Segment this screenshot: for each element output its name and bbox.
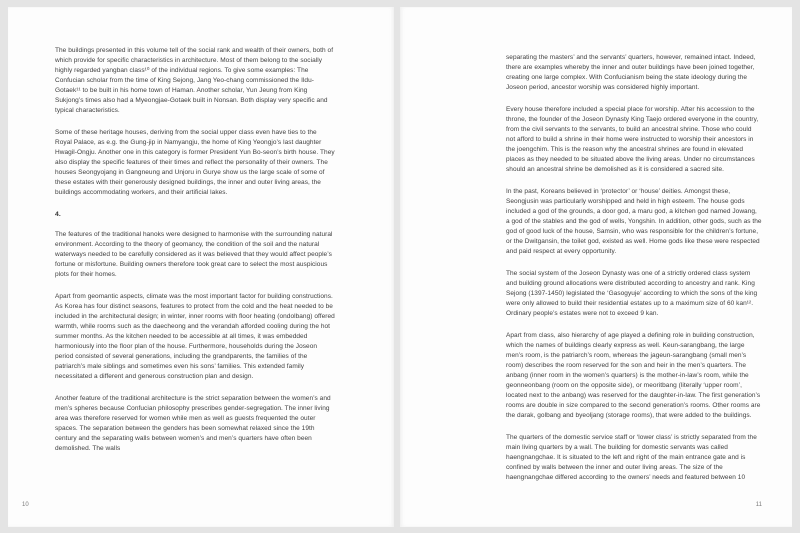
paragraph: The social system of the Joseon Dynasty was one of a strictly ordered class system and building ground allocations were distributed according to ancestry and rank. King Sejong (1397-1450) legislated the ‘Gasogyuje’ according to which the sons of the king were only allowed to build their residential estates up to a maximum size of 60 kan¹². Ordinary people’s estates were not to exceed 9 kan. (506, 270, 758, 317)
left-page (8, 7, 394, 527)
section-heading: 4. (55, 211, 61, 218)
right-page (400, 7, 792, 527)
paragraph: Some of these heritage houses, deriving from the social upper class even have ties to the Royal Palace, as e.g. the Gung-jip in Namyangju, the home of King Yeongjo’s last daughter Hwagil-Ongju. Another one in this category is former President Yun Bo-seon’s birth house. They also display the specific features of their times and reflect the personality of their owners. The houses Seongyojang in Gangneung and Unjoru in Gurye show us the large scale of some of these estates with their generously designed buildings, the inner and outer living areas, the buildings accommodating workers, and their artificial lakes. (55, 129, 335, 196)
paragraph: Apart from class, also hierarchy of age played a defining role in building construction, which the names of buildings clearly express as well. Keun-sarangbang, the large men’s room, is the patriarch’s room, whereas the jageun-sarangbang (small men’s room) describes the room reserved for the son and heir in the men’s quarters. The anbang (inner room in the women’s quarters) is the mother-in-law’s room, while the geonneonbang (room on the opposite side), or meoritbang (literally ‘upper room’, located next to the anbang) was reserved for the daughter-in-law. The first generation’s rooms are double in size compared to the second generation’s rooms. Other rooms are the darak, golbang and byeoljang (storage rooms), that were added to the buildings. (506, 332, 761, 419)
left-page-text-column (55, 46, 335, 466)
right-page-text-column (506, 53, 762, 495)
paragraph: Every house therefore included a special place for worship. After his accession to the throne, the founder of the Joseon Dynasty King Taejo ordered everyone in the country, from the civil servants to the servants, to build an ancestral shrine. Those who could not afford to build a shrine in their home were instructed to worship their ancestors in the joengchim. This is the reason why the ancestral shrines are found in elevated places as they needed to be situated above the living areas. Under no circumstances should an ancestral shrine be demolished as it is considered a sacred site. (506, 106, 759, 173)
paragraph: Another feature of the traditional architecture is the strict separation between the women’s and men’s spheres because Confucian philosophy prescribes gender-segregation. The inner living area was therefore reserved for women while men as well as guests frequented the outer spaces. The separation between the genders has been somewhat relaxed since the 19th century and the separating walls between women’s and men’s quarters have often been demolished. The walls (55, 395, 331, 452)
paragraph: The features of the traditional hanoks were designed to harmonise with the surrounding natural environment. According to the theory of geomancy, the condition of the soil and the natural waterways needed to be carefully considered as it was believed that they would affect people’s fortune or misfortune. Building owners therefore took great care to select the most auspicious plots for their homes. (55, 231, 333, 278)
paragraph: The quarters of the domestic service staff or ‘lower class’ is strictly separated from the main living quarters by a wall. The building for domestic servants was called haengnangchae. It is situated to the left and right of the main entrance gate and is confined by walls between the inner and outer living areas. The size of the haengnangchae differed according to the owners’ needs and featured between 10 (506, 434, 757, 481)
paragraph: In the past, Koreans believed in ‘protector’ or ‘house’ deities. Amongst these, Seongjusin was particularly worshipped and held in high esteem. The house gods included a god of the grounds, a door god, a maru god, a kitchen god named Jowang, a god of the stables and the god of wells, Yongshin. In addition, other gods, such as the god of good luck of the house, Samsin, who was responsible for the children’s fortune, or the Dwitgansin, the toilet god, existed as well. Home gods like these were respected and paid respect at every opportunity. (506, 188, 762, 255)
paragraph: Apart from geomantic aspects, climate was the most important factor for building constructions. As Korea has four distinct seasons, features to protect from the cold and the heat needed to be included in the architectural design; in winter, inner rooms with floor heating (ondolbang) offered warmth, while rooms such as the daecheong and the verandah afforded cooling during the hot summer months. As the kitchen needed to be accessible at all times, it was embedded harmoniously into the floor plan of the house. Furthermore, households during the Joseon period consisted of several generations, including the grandparents, the families of the patriarch’s male siblings and sometimes even his sons’ families. This extended family necessitated a different and generous construction plan and design. (55, 293, 335, 380)
paragraph: separating the masters’ and the servants’ quarters, however, remained intact. Indeed, there are examples whereby the inner and outer buildings have been joined together, creating one large complex. With Confucianism being the state ideology during the Joseon period, ancestor worship was considered highly important. (506, 54, 756, 91)
page-number-right: 11 (755, 502, 762, 508)
page-number-left: 10 (22, 502, 29, 508)
paragraph: The buildings presented in this volume tell of the social rank and wealth of their owners, both of which provide for specific characteristics in architecture. Most of them belong to the socially highly regarded yangban class¹⁰ of the individual regions. To give some examples: The Confucian scholar from the time of King Sejong, Jang Yeo-chang commissioned the Ildu-Gotaek¹¹ to be built in his home town of Haman. Another scholar, Yun Jeung from King Sukjong’s times also had a Myeongjae-Gotaek built in Nonsan. Both display very specific and typical characteristics. (55, 47, 334, 114)
